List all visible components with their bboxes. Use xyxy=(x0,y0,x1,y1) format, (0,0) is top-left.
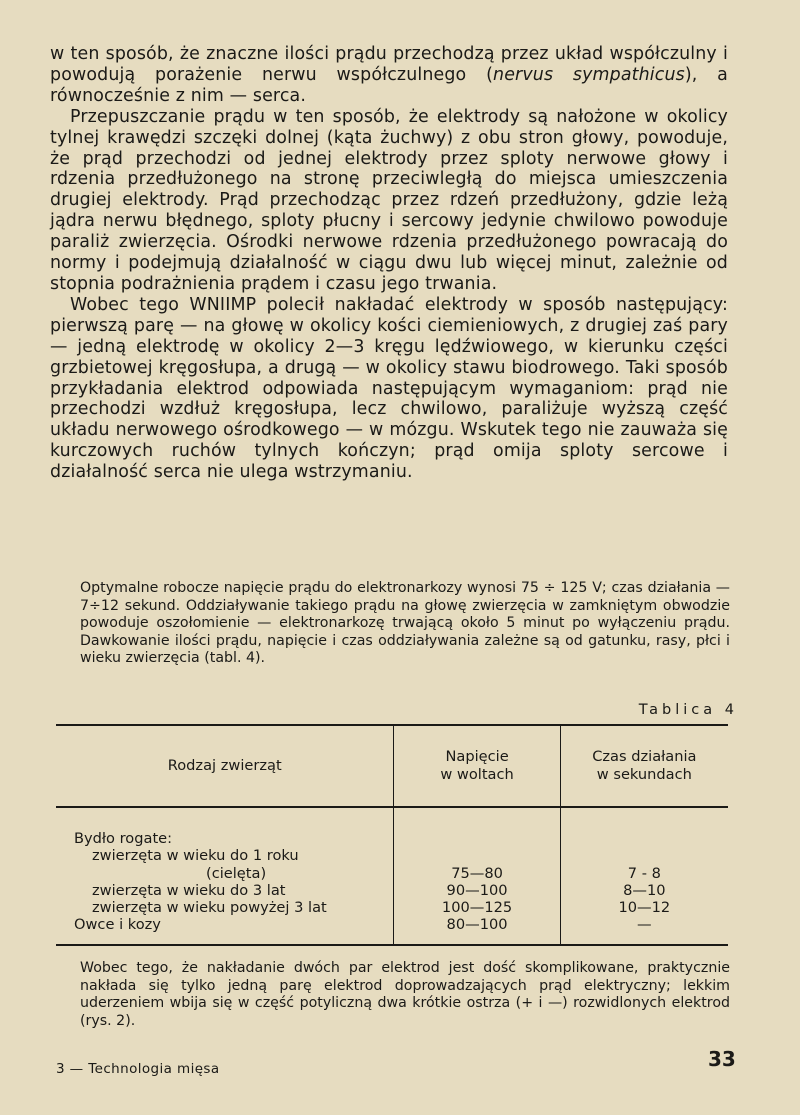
paragraph-3: Wobec tego WNIIMP polecił nakładać elektrody w sposób następujący: pierwszą parę — na głowę w okolicy kości ciemieniowych, z drugiej zaś pary — jedną elektrodę w okolicy 2—3 kręgu lędźwiowego, w kierunku części grzbietowej kręgosłupa, a drugą — w okolicy stawu biodrowego. Taki sposób przykładania elektrod odpowiada następującym wymaganiom: prąd nie przechodzi wzdłuż kręgosłupa, lecz chwilowo, paraliżuje wyższą część układu nerwowego ośrodkowego — w mózgu. Wskutek tego nie zauważa się kurczowych ruchów tylnych kończyn; prąd omija sploty sercowe i działalność serca nie ulega wstrzymaniu. xyxy=(50,294,728,483)
voltage-cell: 80—100 xyxy=(446,916,508,934)
header-voltage: Napięcie w woltach xyxy=(394,725,560,807)
voltage-cell xyxy=(394,830,559,847)
time-cell xyxy=(561,830,728,847)
voltage-cell xyxy=(394,847,559,864)
note-paragraph: Optymalne robocze napięcie prądu do elektronarkozy wynosi 75 ÷ 125 V; czas działania — 7÷12 sekund. Oddziaływanie takiego prądu na głowę zwierzęcia w zamkniętym obwodzie powoduje oszołomienie — elektronarkozę trwającą około 5 minut po wyłączeniu prądu. Dawkowanie ilości prądu, napięcie i czas oddziaływania zależne są od gatunku, rasy, płci i wieku zwierzęcia (tabl. 4). xyxy=(80,580,730,667)
table-row-label: Bydło rogate: xyxy=(74,830,173,847)
header-time: Czas działania w sekundach xyxy=(560,725,728,807)
table-row-label: zwierzęta w wieku do 1 roku xyxy=(92,847,299,865)
voltage-cell: 75—80 xyxy=(451,864,503,882)
page-number: 33 xyxy=(708,1047,736,1071)
latin-term: nervus sympathicus xyxy=(493,64,685,85)
data-table xyxy=(56,724,728,946)
table-row-label: zwierzęta w wieku powyżej 3 lat xyxy=(92,899,327,917)
time-cell: 8—10 xyxy=(623,881,666,899)
main-text xyxy=(50,44,728,483)
time-cell: 10—12 xyxy=(618,899,671,917)
time-cell: 7 - 8 xyxy=(627,864,661,882)
table-row-label: Owce i kozy xyxy=(74,916,161,934)
time-cell: — xyxy=(637,916,652,934)
time-cell xyxy=(561,847,728,864)
table-row-label: (cielęta) xyxy=(206,864,267,882)
page-footer: 3 — Technologia mięsa xyxy=(56,1061,220,1077)
table-title: Tablica 4 xyxy=(638,702,738,718)
table-row-label: zwierzęta w wieku do 3 lat xyxy=(92,881,286,899)
header-animal-type: Rodzaj zwierząt xyxy=(56,725,394,807)
animal-type-column xyxy=(56,807,394,945)
time-column xyxy=(560,807,728,945)
paragraph-2: Przepuszczanie prądu w ten sposób, że elektrody są nałożone w okolicy tylnej krawędzi szczęki dolnej (kąta żuchwy) z obu stron głowy, powoduje, że prąd przechodzi od jednej elektrody przez sploty nerwowe głowy i rdzenia przedłużonego na stronę przeciwległą do miejsca umieszczenia drugiej elektrody. Prąd przechodząc przez rdzeń przedłużony, gdzie leżą jądra nerwu błędnego, sploty płucny i sercowy jedynie chwilowo powoduje paraliż zwierzęcia. Ośrodki nerwowe rdzenia przedłużonego powracają do normy i podejmują działalność w ciągu dwu lub więcej minut, zależnie od stopnia podrażnienia prądem i czasu jego trwania. xyxy=(50,106,728,294)
voltage-cell: 90—100 xyxy=(446,881,508,899)
voltage-cell: 100—125 xyxy=(441,899,513,917)
closing-paragraph: Wobec tego, że nakładanie dwóch par elektrod jest dość skomplikowane, praktycznie nakłada się tylko jedną parę elektrod doprowadzających prąd elektryczny; lekkim uderzeniem wbija się w część potyliczną dwa krótkie ostrza (+ i —) rozwidlonych elektrod (rys. 2). xyxy=(80,960,730,1029)
paragraph-1: w ten sposób, że znaczne ilości prądu przechodzą przez układ współczulny i powodują porażenie nerwu współczulnego (nervus sympathicus), a równocześnie z nim — serca. xyxy=(50,44,728,106)
voltage-column xyxy=(394,807,560,945)
